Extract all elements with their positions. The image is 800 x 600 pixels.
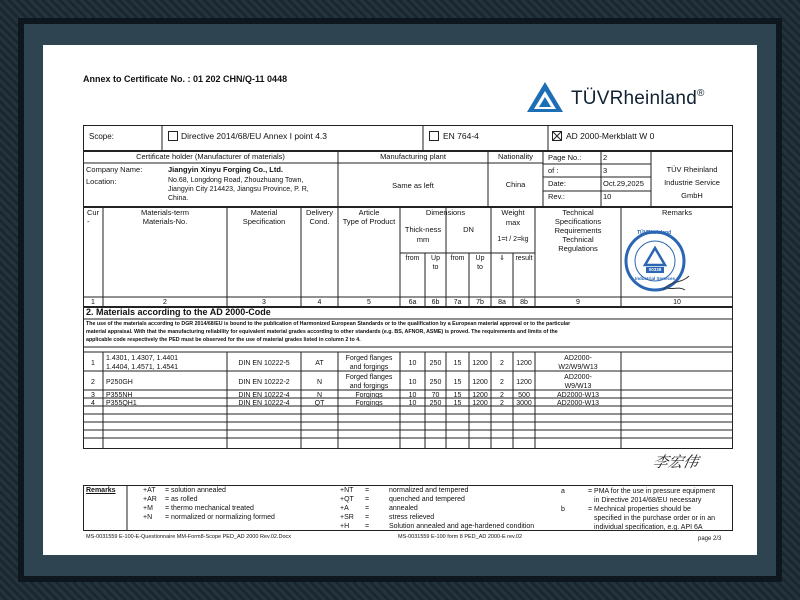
row-dn-from: 15 [453,379,462,386]
section2-note-2: material appraisal. With that the manufacturing reliability for equivalent material grades according to other standards (e.g. BS, AFNOR, ASME) is proved. The requirements and limits of the [86,329,558,335]
row-weight-result: 1200 [516,379,532,386]
sub-to: to [432,264,439,271]
col-index-5: 5 [367,299,371,306]
abbr-at: +AT [143,487,156,494]
nationality-value: China [505,180,526,189]
checkbox-en764[interactable] [429,131,439,141]
scope-label: Scope: [89,132,114,141]
abbr-n-desc: = normalized or normalizing formed [165,514,275,521]
rev-label: Rev.: [548,192,565,201]
stamp-ring-bottom: Industrial Services [634,276,676,281]
footer-middle: MS-0031559 E-100 form 8 PED_AD 2000-E rev.02 [398,534,523,540]
col-index-4: 4 [317,299,322,306]
col-index-2: 2 [163,299,167,306]
remarks-label: Remarks [86,487,116,494]
col-weight-2: max [505,218,521,227]
row-weight-result: 500 [518,392,530,399]
col-cur: Cur [87,208,100,217]
stamp-ring-top: TÜVRheinland [637,230,672,236]
row-tech-1: AD2000- [564,374,592,381]
row-material-1: P355NH [106,392,133,399]
col-remarks: Remarks [661,208,692,217]
col-tech-3: Requirements [554,226,602,235]
abbr-a: +A [340,505,349,512]
footer-left: MS-0031559 E-100-E-Questionnaire MM-Form8-Scope PED_AD 2000 Rev.02.Docx [86,534,292,540]
abbr-m: +M [143,505,153,512]
note-b-line-1: = Mechnical properties should be [588,506,691,513]
section2-title: 2. Materials according to the AD 2000-Code [86,307,271,317]
abbr-nt: +NT [340,487,354,494]
col-index-9: 9 [576,299,580,306]
row-material-1: P355QH1 [106,400,137,407]
col-thickness-1: Thick-ness [404,225,442,234]
location-line-3: China. [168,195,189,202]
col-index-3: 3 [262,299,266,306]
row-tech-2: W2/W9/W13 [558,364,598,371]
col-index-10: 10 [673,299,681,306]
handwritten-signature: 李宏伟 [651,453,701,471]
sub-up-dn: Up [475,255,485,262]
col-thickness-2: mm [416,235,430,244]
row-article-1: Forgings [355,392,383,399]
plant-value: Same as left [392,181,434,190]
col-material-spec-1: Material [250,208,278,217]
page-no-label: Page No.: [548,153,582,162]
row-thick-to: 250 [429,379,442,386]
col-index-1: 1 [91,299,95,306]
note-a-line-2: in Directive 2014/68/EU necessary [594,497,702,504]
row-dn-to: 1200 [472,400,488,407]
issuer-line-2: Industrie Service [664,178,720,187]
sub-result: result [515,255,533,262]
row-dn-from: 15 [453,392,462,399]
annex-title: Annex to Certificate No. : 01 202 CHN/Q-11 0448 [83,74,288,84]
row-spec: DIN EN 10222-2 [238,379,290,386]
row-dn-to: 1200 [472,392,488,399]
scope-directive-text: Directive 2014/68/EU Annex I point 4.3 [181,131,328,141]
row-spec: DIN EN 10222-4 [238,392,290,399]
row-material-1: 1.4301, 1.4307, 1.4401 [106,355,179,362]
abbr-nt-eq: = [365,487,370,494]
col-tech-1: Technical [562,208,594,217]
note-a-line-1: = PMA for the use in pressure equipment [588,488,716,495]
date-value: Oct.29,2025 [603,179,644,188]
col-tech-2: Specifications [554,217,602,226]
sub-from: from [405,255,420,262]
note-a-key: a [561,488,565,495]
note-b-line-3: individual specification, e.g. API 6A [594,524,703,531]
scope-en764-text: EN 764-4 [443,131,479,141]
row-cur: 2 [91,379,95,386]
row-weight-result: 3000 [516,400,532,407]
row-dn-to: 1200 [472,360,488,367]
col-materials-term: Materials-term [141,208,189,217]
scope-ad2000-text: AD 2000-Merkblatt W 0 [566,131,655,141]
row-thick-from: 10 [408,392,417,399]
location-label: Location: [86,177,117,186]
col-nationality: Nationality [497,152,534,161]
company-name-label: Company Name: [86,165,143,174]
abbr-n: +N [143,514,153,521]
row-article-1: Forged flanges [345,374,393,381]
col-index-6a: 6a [408,299,417,306]
row-tech-1: AD2000- [564,355,592,362]
stamp-center-number: 00338 [648,267,662,272]
row-thick-from: 10 [408,400,417,407]
of-label: of : [548,166,559,175]
abbr-ar: +AR [143,496,157,503]
footer-page: page 2/3 [698,536,722,542]
col-index-8a: 8a [498,299,506,306]
tuv-triangle-logo-icon [525,80,565,114]
row-cond: QT [314,400,325,407]
abbr-h-eq: = [365,523,370,530]
col-certificate-holder: Certificate holder (Manufacturer of materials) [136,152,285,161]
abbr-a-eq: = [365,505,370,512]
row-tech-1: AD2000-W13 [556,400,600,407]
tuv-stamp-icon [615,228,695,298]
row-weight-unit: 2 [500,392,504,399]
row-spec: DIN EN 10222-5 [238,360,290,367]
col-dimensions: Dimensions [425,208,466,217]
row-dn-from: 15 [453,400,462,407]
abbr-m-desc: = thermo mechanical treated [165,505,254,512]
row-thick-from: 10 [408,360,417,367]
row-material-1: P250GH [106,379,133,386]
issuer-line-3: GmbH [681,191,703,200]
col-delivery-2: Cond. [309,217,330,226]
section2-note-3: applicable code respectively the PED must be observed for the use of material grades listed in column 2 to 4. [86,337,361,343]
sub-from-dn: from [450,255,465,262]
abbr-h-desc: Solution annealed and age-hardened condition [389,523,535,530]
abbr-ar-desc: = as rolled [165,496,198,503]
abbr-at-desc: = solution annealed [165,487,226,494]
row-article-1: Forged flanges [345,355,393,362]
col-article-2: Type of Product [342,217,396,226]
abbr-qt-eq: = [365,496,370,503]
row-cur: 4 [91,400,95,407]
row-cond: AT [315,360,324,367]
row-thick-to: 250 [429,360,442,367]
col-index-7b: 7b [476,299,484,306]
col-materials-no: Materials-No. [142,217,188,226]
sub-unit-arrow: ⇓ [499,255,505,262]
col-dn: DN [463,225,474,234]
abbr-sr: +SR [340,514,354,521]
row-tech-2: W9/W13 [564,383,592,390]
row-weight-unit: 2 [500,400,504,407]
company-name-value: Jiangyin Xinyu Forging Co., Ltd. [168,165,283,174]
abbr-h: +H [340,523,350,530]
of-value: 3 [603,166,608,175]
col-cur-dash: - [87,217,90,226]
col-index-8b: 8b [520,299,528,306]
section2-note-1: The use of the materials according to DGR 2014/68/EU is bound to the publication of Harmonized European Standards or to the qualification by a European material approval or to the particular [86,321,571,327]
col-index-6b: 6b [431,299,440,306]
row-tech-1: AD2000-W13 [556,392,600,399]
abbr-a-desc: annealed [389,505,418,512]
abbr-sr-eq: = [365,514,370,521]
abbr-qt-desc: quenched and tempered [389,496,465,503]
sub-to-dn: to [477,264,483,271]
row-spec: DIN EN 10222-4 [238,400,290,407]
col-article-1: Article [358,208,380,217]
row-weight-unit: 2 [500,360,504,367]
col-material-spec-2: Specification [242,217,286,226]
note-b-key: b [561,506,565,513]
row-cur: 3 [91,392,95,399]
row-material-2: 1.4404, 1.4571, 1.4541 [106,364,179,371]
abbr-qt: +QT [340,496,354,503]
checkbox-ad2000-checked-icon[interactable] [552,131,562,141]
row-article-1: Forgings [355,400,383,407]
row-weight-unit: 2 [500,379,504,386]
row-dn-from: 15 [453,360,462,367]
abbr-nt-desc: normalized and tempered [389,487,469,494]
row-article-2: and forgings [349,364,389,371]
row-thick-from: 10 [408,379,417,386]
col-tech-5: Regulations [558,244,598,253]
col-index-7a: 7a [453,299,462,306]
abbr-sr-desc: stress relieved [389,514,435,521]
page-no-value: 2 [603,153,608,162]
col-delivery-1: Delivery [305,208,334,217]
row-cond: N [316,379,323,386]
note-b-line-2: specified in the purchase order or in an [594,515,716,522]
location-line-2: Jiangyin City 214423, Jiangsu Province, P. R, [168,186,309,193]
row-article-2: and forgings [349,383,389,390]
row-dn-to: 1200 [472,379,488,386]
row-thick-to: 250 [429,400,442,407]
row-weight-result: 1200 [516,360,532,367]
issuer-line-1: TÜV Rheinland [666,165,718,174]
tuv-logo-text: TÜVRheinland® [571,88,705,109]
col-tech-4: Technical [562,235,594,244]
row-cur: 1 [91,360,95,367]
row-cond: N [316,392,323,399]
sub-up: Up [431,255,440,262]
col-weight-3: 1=t / 2=kg [497,236,529,243]
certificate-page [43,45,757,555]
col-manufacturing-plant: Manufacturing plant [380,152,446,161]
location-line-1: No.68, Longdong Road, Zhouzhuang Town, [168,177,304,184]
date-label: Date: [548,179,566,188]
col-weight-1: Weight [501,208,525,217]
checkbox-directive[interactable] [168,131,178,141]
rev-value: 10 [603,192,612,201]
row-thick-to: 70 [431,392,440,399]
